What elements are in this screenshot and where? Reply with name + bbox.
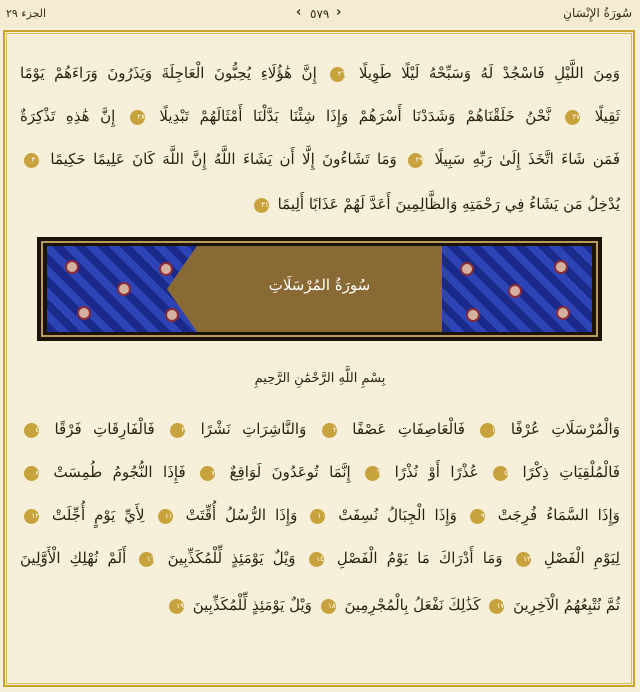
verse-line [20,142,620,176]
verse-text: فَالْمُلْقِيَاتِ ذِكْرًا [522,463,620,481]
verse-number-marker: ٣٠ [24,153,39,168]
verse-number-marker: ٥ [493,466,508,481]
verse-text: وَإِذَا السَّمَاءُ فُرِجَتْ [497,506,620,524]
verse-text: عُذْرًا أَوْ نُذْرًا [394,463,479,481]
top-bar [0,0,640,28]
verse-number-marker: ١٢ [24,509,39,524]
verse-text: فَإِذَا النُّجُومُ طُمِسَتْ [53,463,186,481]
verse-text: فَالْعَاصِفَاتِ عَصْفًا [352,420,465,438]
verse-line [20,498,620,532]
verse-number-marker: ١٩ [169,599,184,614]
verse-text: إِنَّمَا تُوعَدُونَ لَوَاقِعٌ [229,463,351,481]
page-navigator [296,5,346,23]
verse-text: وَإِذَا الْجِبَالُ نُسِفَتْ [338,506,457,524]
verse-number-marker: ١٣ [516,552,531,567]
verse-number-marker: ١٨ [321,599,336,614]
verse-text: نَّحْنُ خَلَقْنَاهُمْ وَشَدَدْنَا أَسْرَهُمْ وَإِذَا شِئْنَا بَدَّلْنَا أَمْثَالَهُمْ تَبْدِيلًا [159,107,551,125]
verse-text: أَلَمْ نُهْلِكِ الْأَوَّلِينَ [20,549,127,567]
verse-number-marker: ٤ [24,423,39,438]
verse-text: وَالنَّاشِرَاتِ نَشْرًا [200,420,307,438]
verse-number-marker: ١٧ [489,599,504,614]
surah-header-banner [37,237,602,341]
verse-line [20,588,620,622]
verse-text: فَالْفَارِقَاتِ فَرْقًا [54,420,155,438]
verse-text: وَيْلٌ يَوْمَئِذٍ لِّلْمُكَذِّبِينَ [192,596,312,614]
verse-text: لِيَوْمِ الْفَصْلِ [543,549,620,567]
verse-number-marker: ٢ [322,423,337,438]
verse-line [20,187,620,221]
verse-text: كَذَٰلِكَ نَفْعَلُ بِالْمُجْرِمِينَ [344,596,481,614]
verse-text: إِنَّ هَٰذِهِ تَذْكِرَةٌ [20,107,116,125]
verse-text: ثُمَّ نُتْبِعُهُمُ الْآخِرِينَ [513,596,620,614]
verse-text: فَمَن شَاءَ اتَّخَذَ إِلَىٰ رَبِّهِ سَبِيلًا [434,150,620,168]
verse-number-marker: ٢٩ [408,153,423,168]
verse-number-marker: ٧ [200,466,215,481]
verse-text: وَمِنَ اللَّيْلِ فَاسْجُدْ لَهُ وَسَبِّحْهُ لَيْلًا طَوِيلًا [358,64,620,82]
next-page-arrow-icon[interactable]: › [336,5,342,20]
verse-text: لِأَيِّ يَوْمٍ أُجِّلَتْ [51,506,145,524]
verse-number-marker: ٨ [24,466,39,481]
verse-number-marker: ٢٦ [330,67,345,82]
verse-number-marker: ٣١ [254,198,269,213]
verse-line [20,455,620,489]
verse-number-marker: ٢٧ [565,110,580,125]
verse-text: وَمَا أَدْرَاكَ مَا يَوْمُ الْفَصْلِ [336,549,503,567]
verse-line [20,541,620,575]
verse-number-marker: ١٠ [310,509,325,524]
prev-page-arrow-icon[interactable]: ‹ [296,5,302,20]
verse-text: يُدْخِلُ مَن يَشَاءُ فِي رَحْمَتِهِ وَالظَّالِمِينَ أَعَدَّ لَهُمْ عَذَابًا أَلِيمًا [277,195,620,213]
verse-number-marker: ١ [480,423,495,438]
verse-number-marker: ١١ [158,509,173,524]
verse-number-marker: ١٤ [309,552,324,567]
verse-text: وَمَا تَشَاءُونَ إِلَّا أَن يَشَاءَ اللَّهُ إِنَّ اللَّهَ كَانَ عَلِيمًا حَكِيمًا [50,150,397,168]
verse-text: وَالْمُرْسَلَاتِ عُرْفًا [510,420,620,438]
banner-title-panel [197,246,442,332]
verse-line [20,99,620,133]
verse-number-marker: ٩ [470,509,485,524]
verse-text: وَيْلٌ يَوْمَئِذٍ لِّلْمُكَذِّبِينَ [167,549,296,567]
verse-line [20,412,620,446]
verse-number-marker: ٦ [365,466,380,481]
surah-name-header: سُورَةُ الإِنْسَانِ [563,6,632,20]
verse-line [20,56,620,90]
juz-label: الجزء ٢٩ [6,7,47,20]
arabesque-ornament-right [442,246,592,332]
verse-number-marker: ٢٨ [130,110,145,125]
surah-title: سُورَةُ المُرْسَلَاتِ [268,276,371,294]
page-number: ٥٧٩ [310,7,330,21]
verse-text: إِنَّ هَٰؤُلَاءِ يُحِبُّونَ الْعَاجِلَةَ وَيَذَرُونَ وَرَاءَهُمْ يَوْمًا [20,64,317,82]
verse-text: وَإِذَا الرُّسُلُ أُقِّتَتْ [185,506,298,524]
verse-number-marker: ٣ [170,423,185,438]
verse-text: ثَقِيلًا [594,107,620,125]
verse-number-marker: ١٦ [139,552,154,567]
basmala: بِسْمِ اللَّهِ الرَّحْمَٰنِ الرَّحِيمِ [254,371,386,386]
